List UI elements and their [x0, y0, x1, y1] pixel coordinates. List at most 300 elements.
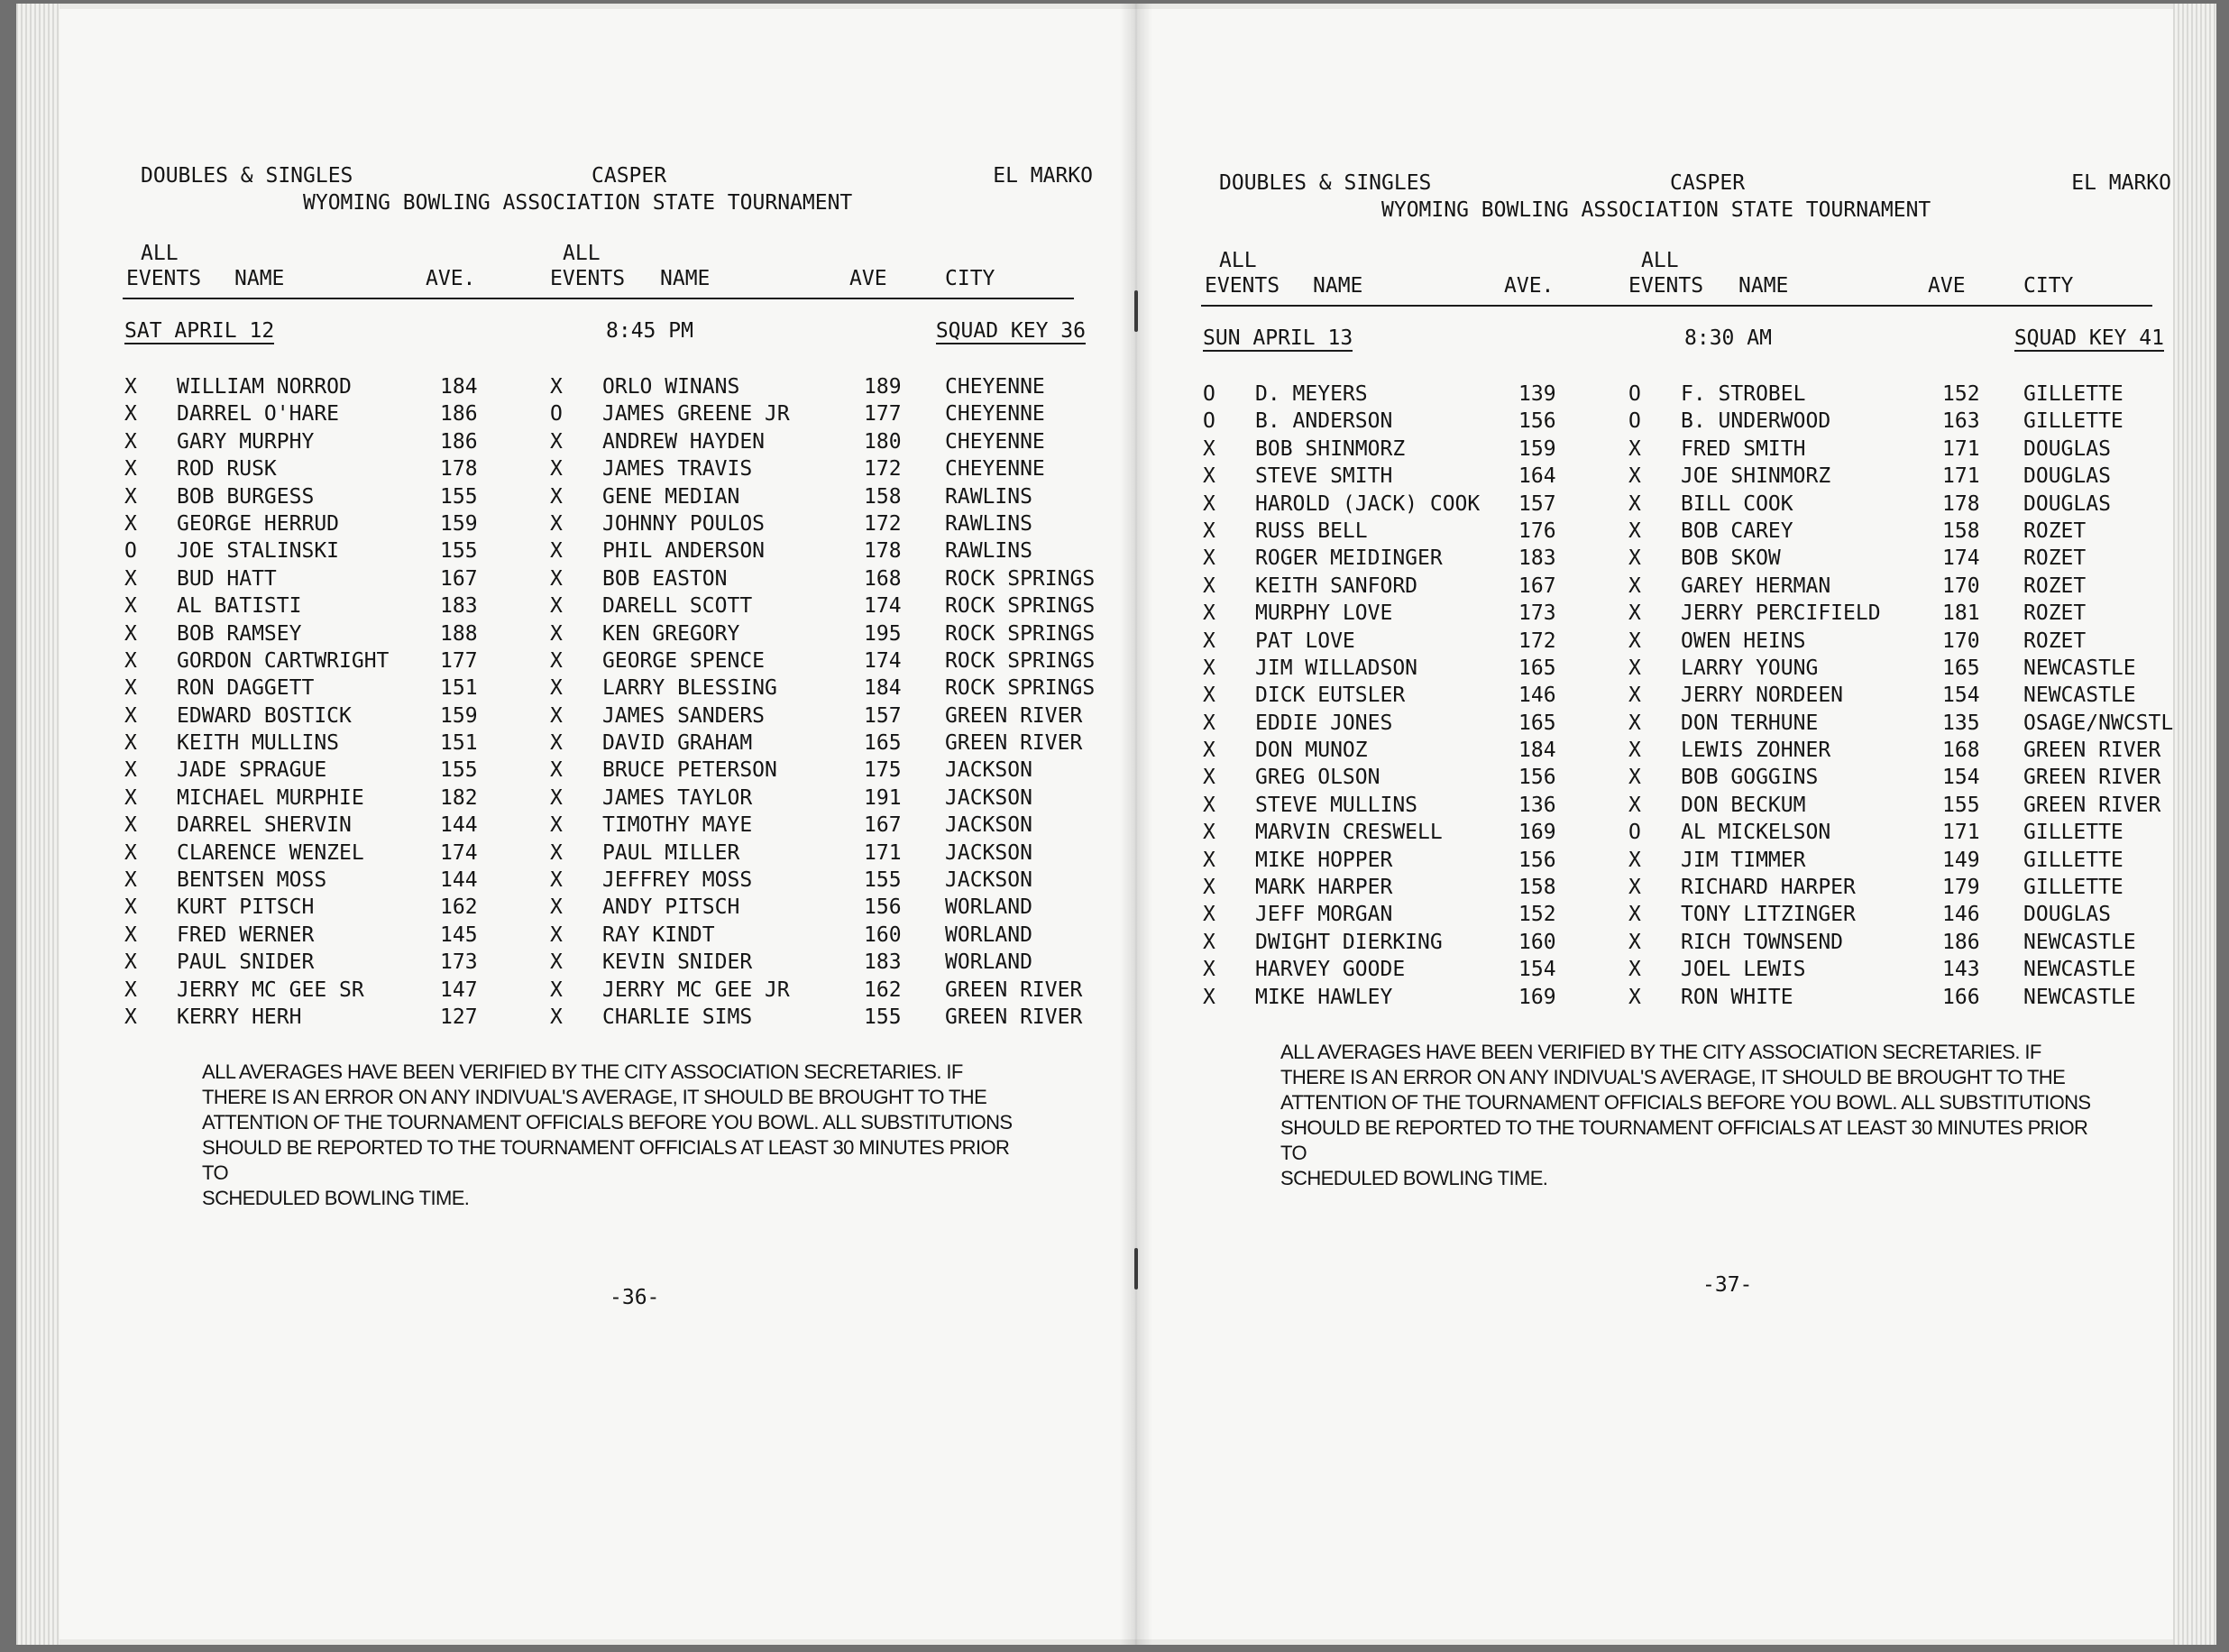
bowler-name-2: DON TERHUNE: [1681, 711, 1819, 735]
header-center: CASPER: [1670, 171, 1746, 195]
events-mark-1: X: [124, 731, 137, 756]
bowler-name-1: BOB SHINMORZ: [1255, 436, 1406, 461]
bowler-name-1: JEFF MORGAN: [1255, 903, 1393, 927]
bowler-name-1: MICHAEL MURPHIE: [177, 785, 364, 810]
average-1: 186: [440, 402, 478, 427]
header-left: DOUBLES & SINGLES: [141, 164, 353, 188]
entry-rows: [1201, 382, 2175, 1013]
average-2: 170: [1942, 629, 1980, 653]
events-mark-2: X: [550, 1005, 563, 1029]
notice-line: ATTENTION OF THE TOURNAMENT OFFICIALS BEFORE YOU BOWL. ALL SUBSTITUTIONS: [1280, 1090, 2091, 1114]
bowler-name-1: KEITH SANFORD: [1255, 574, 1418, 598]
header-right: EL MARKO: [2071, 171, 2171, 195]
average-2: 152: [1942, 382, 1980, 406]
averages-notice: [202, 1060, 1014, 1211]
city-name: GILLETTE: [2023, 382, 2124, 406]
events-mark-2: X: [550, 950, 563, 975]
notice-line: THERE IS AN ERROR ON ANY INDIVUAL'S AVERAGE, IT SHOULD BE BROUGHT TO THE: [202, 1086, 987, 1109]
city-name: GILLETTE: [2023, 409, 2124, 434]
header-center: CASPER: [592, 164, 667, 188]
table-row: [123, 676, 1096, 703]
average-1: 173: [1518, 601, 1556, 626]
city-name: JACKSON: [945, 785, 1032, 810]
header-subtitle: WYOMING BOWLING ASSOCIATION STATE TOURNAMENT: [303, 191, 853, 215]
events-mark-1: X: [124, 868, 137, 893]
events-mark-2: O: [550, 402, 563, 427]
average-1: 162: [440, 895, 478, 920]
events-mark-1: X: [124, 840, 137, 865]
bowler-name-2: JOHNNY POULOS: [602, 511, 766, 536]
bowler-name-2: JEFFREY MOSS: [602, 868, 753, 893]
squad-line: [1201, 326, 2175, 363]
bowler-name-1: JOE STALINSKI: [177, 539, 340, 564]
table-row: [1201, 849, 2175, 876]
average-2: 175: [864, 758, 902, 783]
events-mark-1: X: [1203, 574, 1215, 598]
table-row: [123, 567, 1096, 594]
events-mark-1: X: [1203, 821, 1215, 845]
average-2: 146: [1942, 903, 1980, 927]
table-row: [123, 923, 1096, 950]
average-1: 139: [1518, 382, 1556, 406]
average-1: 144: [440, 813, 478, 838]
average-2: 174: [1942, 546, 1980, 571]
events-mark-1: X: [124, 566, 137, 591]
table-row: [123, 731, 1096, 758]
events-mark-2: O: [1628, 382, 1641, 406]
events-mark-1: X: [1203, 436, 1215, 461]
staple-bottom: [1134, 1248, 1138, 1289]
col-all-events-1-top: ALL: [141, 242, 179, 265]
city-name: CHEYENNE: [945, 429, 1045, 454]
bowler-name-1: AL BATISTI: [177, 594, 302, 619]
bowler-name-2: FRED SMITH: [1681, 436, 1806, 461]
table-row: [123, 978, 1096, 1005]
events-mark-2: X: [1628, 546, 1641, 571]
table-row: [123, 758, 1096, 785]
events-mark-1: X: [1203, 930, 1215, 954]
average-1: 167: [440, 566, 478, 591]
events-mark-1: X: [124, 621, 137, 646]
bowler-name-1: JIM WILLADSON: [1255, 656, 1418, 680]
city-name: DOUGLAS: [2023, 464, 2111, 489]
average-2: 160: [864, 922, 902, 947]
events-mark-2: X: [550, 429, 563, 454]
bowler-name-2: RICH TOWNSEND: [1681, 930, 1844, 954]
col-city: CITY: [2023, 274, 2074, 298]
city-name: JACKSON: [945, 840, 1032, 865]
events-mark-1: X: [1203, 793, 1215, 817]
bowler-name-2: TONY LITZINGER: [1681, 903, 1856, 927]
events-mark-1: X: [1203, 711, 1215, 735]
bowler-name-2: BOB GOGGINS: [1681, 766, 1819, 790]
bowler-name-1: STEVE MULLINS: [1255, 793, 1418, 817]
average-1: 178: [440, 457, 478, 482]
table-row: [123, 375, 1096, 402]
average-1: 155: [440, 539, 478, 564]
bowler-name-1: HAROLD (JACK) COOK: [1255, 491, 1481, 516]
average-2: 171: [1942, 436, 1980, 461]
header-right: EL MARKO: [993, 164, 1093, 188]
header-subtitle: WYOMING BOWLING ASSOCIATION STATE TOURNAMENT: [1381, 198, 1931, 222]
bowler-name-2: ANDREW HAYDEN: [602, 429, 766, 454]
bowler-name-2: JIM TIMMER: [1681, 848, 1806, 872]
col-all-events-1-top: ALL: [1219, 249, 1257, 272]
bowler-name-2: ORLO WINANS: [602, 375, 740, 399]
bowler-name-1: RON DAGGETT: [177, 676, 315, 701]
bowler-name-2: RICHARD HARPER: [1681, 876, 1856, 900]
page-number: -37-: [1702, 1273, 1753, 1297]
events-mark-1: X: [124, 1005, 137, 1029]
bowler-name-2: LARRY YOUNG: [1681, 656, 1819, 680]
bowler-name-2: BOB CAREY: [1681, 519, 1793, 543]
notice-line: ALL AVERAGES HAVE BEEN VERIFIED BY THE CITY ASSOCIATION SECRETARIES. IF: [202, 1060, 963, 1084]
events-mark-2: X: [550, 457, 563, 482]
events-mark-1: X: [1203, 684, 1215, 708]
events-mark-1: X: [124, 758, 137, 783]
col-all-events-1: EVENTS: [1205, 274, 1280, 298]
average-1: 164: [1518, 464, 1556, 489]
bowler-name-2: BILL COOK: [1681, 491, 1793, 516]
bowler-name-1: HARVEY GOODE: [1255, 958, 1406, 982]
events-mark-2: X: [1628, 930, 1641, 954]
events-mark-2: X: [550, 868, 563, 893]
events-mark-2: X: [550, 539, 563, 564]
table-row: [123, 430, 1096, 457]
city-name: RAWLINS: [945, 511, 1032, 536]
bowler-name-2: JERRY MC GEE JR: [602, 977, 790, 1002]
events-mark-2: X: [1628, 958, 1641, 982]
column-headers: [123, 240, 1074, 299]
squad-date: SUN APRIL 13: [1203, 326, 1353, 350]
average-2: 166: [1942, 985, 1980, 1009]
city-name: DOUGLAS: [2023, 903, 2111, 927]
average-2: 186: [1942, 930, 1980, 954]
average-1: 183: [440, 594, 478, 619]
average-1: 159: [1518, 436, 1556, 461]
city-name: ROZET: [2023, 546, 2087, 571]
events-mark-2: X: [1628, 464, 1641, 489]
average-1: 184: [1518, 739, 1556, 763]
table-row: [1201, 601, 2175, 629]
bowler-name-1: ROD RUSK: [177, 457, 277, 482]
bowler-name-1: KURT PITSCH: [177, 895, 315, 920]
staple-top: [1134, 290, 1138, 332]
events-mark-1: X: [1203, 519, 1215, 543]
squad-line: [123, 319, 1096, 355]
bowler-name-2: JOEL LEWIS: [1681, 958, 1806, 982]
events-mark-2: X: [1628, 903, 1641, 927]
squad-key: SQUAD KEY 41: [2013, 326, 2164, 350]
table-row: [123, 704, 1096, 731]
average-2: 180: [864, 429, 902, 454]
table-row: [1201, 437, 2175, 464]
table-row: [1201, 986, 2175, 1013]
city-name: ROCK SPRINGS: [945, 676, 1096, 701]
events-mark-1: X: [1203, 958, 1215, 982]
bowler-name-1: RUSS BELL: [1255, 519, 1368, 543]
city-name: GREEN RIVER: [2023, 793, 2161, 817]
events-mark-2: X: [550, 375, 563, 399]
events-mark-2: X: [1628, 876, 1641, 900]
average-2: 155: [1942, 793, 1980, 817]
table-row: [1201, 958, 2175, 985]
average-1: 155: [440, 758, 478, 783]
events-mark-1: X: [124, 648, 137, 673]
average-1: 186: [440, 429, 478, 454]
events-mark-1: O: [1203, 382, 1215, 406]
average-2: 135: [1942, 711, 1980, 735]
events-mark-2: O: [1628, 821, 1641, 845]
events-mark-2: X: [550, 648, 563, 673]
average-1: 188: [440, 621, 478, 646]
table-row: [1201, 821, 2175, 848]
squad-time: 8:45 PM: [606, 319, 693, 343]
table-row: [123, 1005, 1096, 1032]
table-row: [123, 402, 1096, 429]
table-row: [1201, 546, 2175, 574]
bowler-name-1: EDWARD BOSTICK: [177, 703, 352, 728]
events-mark-1: X: [124, 785, 137, 810]
bowler-name-1: ROGER MEIDINGER: [1255, 546, 1443, 571]
events-mark-2: X: [550, 511, 563, 536]
city-name: JACKSON: [945, 813, 1032, 838]
average-2: 165: [864, 731, 902, 756]
events-mark-1: X: [1203, 739, 1215, 763]
city-name: WORLAND: [945, 950, 1032, 975]
bowler-name-1: BENTSEN MOSS: [177, 868, 327, 893]
average-1: 169: [1518, 985, 1556, 1009]
city-name: NEWCASTLE: [2023, 684, 2136, 708]
average-2: 165: [1942, 656, 1980, 680]
events-mark-1: X: [1203, 985, 1215, 1009]
notice-line: SHOULD BE REPORTED TO THE TOURNAMENT OFFICIALS AT LEAST 30 MINUTES PRIOR TO: [1280, 1115, 2088, 1164]
bowler-name-1: GREG OLSON: [1255, 766, 1381, 790]
bowler-name-1: DON MUNOZ: [1255, 739, 1368, 763]
average-1: 151: [440, 731, 478, 756]
average-2: 163: [1942, 409, 1980, 434]
average-2: 154: [1942, 766, 1980, 790]
average-1: 160: [1518, 930, 1556, 954]
average-2: 174: [864, 648, 902, 673]
events-mark-2: X: [1628, 985, 1641, 1009]
squad-time: 8:30 AM: [1684, 326, 1772, 350]
average-2: 181: [1942, 601, 1980, 626]
events-mark-1: X: [124, 895, 137, 920]
average-1: 159: [440, 703, 478, 728]
events-mark-1: X: [124, 511, 137, 536]
bowler-name-1: FRED WERNER: [177, 922, 315, 947]
city-name: ROZET: [2023, 574, 2087, 598]
events-mark-1: X: [124, 402, 137, 427]
bowler-name-2: KEVIN SNIDER: [602, 950, 753, 975]
average-1: 165: [1518, 711, 1556, 735]
events-mark-2: X: [1628, 629, 1641, 653]
city-name: ROZET: [2023, 601, 2087, 626]
events-mark-2: X: [1628, 684, 1641, 708]
average-2: 179: [1942, 876, 1980, 900]
city-name: WORLAND: [945, 895, 1032, 920]
average-2: 155: [864, 868, 902, 893]
bowler-name-1: KERRY HERH: [177, 1005, 302, 1029]
entry-rows: [123, 375, 1096, 1032]
events-mark-1: O: [1203, 409, 1215, 434]
events-mark-1: X: [124, 676, 137, 701]
bowler-name-1: D. MEYERS: [1255, 382, 1368, 406]
average-2: 158: [864, 484, 902, 509]
events-mark-1: X: [124, 950, 137, 975]
city-name: GREEN RIVER: [945, 977, 1083, 1002]
average-1: 155: [440, 484, 478, 509]
events-mark-2: X: [1628, 711, 1641, 735]
events-mark-1: X: [124, 922, 137, 947]
table-row: [1201, 629, 2175, 656]
bowler-name-2: JAMES TRAVIS: [602, 457, 753, 482]
average-1: 151: [440, 676, 478, 701]
average-2: 178: [864, 539, 902, 564]
table-row: [1201, 656, 2175, 684]
average-2: 178: [1942, 491, 1980, 516]
events-mark-2: X: [1628, 656, 1641, 680]
events-mark-2: X: [1628, 519, 1641, 543]
col-all-events-2-top: ALL: [563, 242, 601, 265]
city-name: NEWCASTLE: [2023, 958, 2136, 982]
city-name: ROZET: [2023, 629, 2087, 653]
bowler-name-1: MIKE HOPPER: [1255, 848, 1393, 872]
events-mark-2: X: [1628, 848, 1641, 872]
city-name: GREEN RIVER: [945, 731, 1083, 756]
events-mark-1: X: [124, 703, 137, 728]
bowler-name-1: WILLIAM NORROD: [177, 375, 352, 399]
city-name: GREEN RIVER: [945, 703, 1083, 728]
page-edge-left: [16, 4, 60, 1645]
city-name: RAWLINS: [945, 539, 1032, 564]
bowler-name-1: STEVE SMITH: [1255, 464, 1393, 489]
city-name: CHEYENNE: [945, 375, 1045, 399]
city-name: GREEN RIVER: [2023, 766, 2161, 790]
bowler-name-2: LARRY BLESSING: [602, 676, 777, 701]
table-row: [1201, 382, 2175, 409]
events-mark-2: X: [550, 703, 563, 728]
average-2: 156: [864, 895, 902, 920]
bowler-name-2: PHIL ANDERSON: [602, 539, 766, 564]
notice-line: SCHEDULED BOWLING TIME.: [1280, 1166, 1548, 1189]
bowler-name-1: BUD HATT: [177, 566, 277, 591]
city-name: CHEYENNE: [945, 457, 1045, 482]
bowler-name-2: JERRY PERCIFIELD: [1681, 601, 1881, 626]
table-row: [123, 950, 1096, 977]
bowler-name-1: JERRY MC GEE SR: [177, 977, 364, 1002]
city-name: GILLETTE: [2023, 848, 2124, 872]
city-name: NEWCASTLE: [2023, 930, 2136, 954]
average-2: 149: [1942, 848, 1980, 872]
table-row: [123, 813, 1096, 840]
bowler-name-2: JAMES TAYLOR: [602, 785, 753, 810]
average-1: 158: [1518, 876, 1556, 900]
average-1: 184: [440, 375, 478, 399]
city-name: NEWCASTLE: [2023, 656, 2136, 680]
city-name: ROZET: [2023, 519, 2087, 543]
col-name-2: NAME: [660, 267, 711, 290]
events-mark-1: X: [1203, 656, 1215, 680]
table-row: [1201, 519, 2175, 546]
bowler-name-1: DARREL O'HARE: [177, 402, 340, 427]
events-mark-2: X: [550, 895, 563, 920]
bowler-name-1: MARK HARPER: [1255, 876, 1393, 900]
average-1: 154: [1518, 958, 1556, 982]
table-row: [123, 868, 1096, 895]
average-1: 174: [440, 840, 478, 865]
bowler-name-1: EDDIE JONES: [1255, 711, 1393, 735]
events-mark-2: X: [1628, 739, 1641, 763]
city-name: NEWCASTLE: [2023, 985, 2136, 1009]
events-mark-1: X: [124, 977, 137, 1002]
squad-date: SAT APRIL 12: [124, 319, 275, 343]
column-headers: [1201, 247, 2152, 307]
averages-notice: [1280, 1040, 2092, 1191]
bowler-name-1: MIKE HAWLEY: [1255, 985, 1393, 1009]
col-ave-2: AVE: [1928, 274, 1966, 298]
page-edge-right: [2173, 4, 2216, 1645]
city-name: DOUGLAS: [2023, 491, 2111, 516]
events-mark-1: X: [1203, 766, 1215, 790]
col-ave-2: AVE: [849, 267, 887, 290]
col-all-events-2-top: ALL: [1641, 249, 1679, 272]
average-2: 174: [864, 594, 902, 619]
city-name: ROCK SPRINGS: [945, 621, 1096, 646]
events-mark-1: X: [1203, 464, 1215, 489]
average-1: 127: [440, 1005, 478, 1029]
table-row: [123, 485, 1096, 512]
average-1: 165: [1518, 656, 1556, 680]
average-1: 169: [1518, 821, 1556, 845]
booklet-spread: [16, 4, 2216, 1645]
bowler-name-2: ANDY PITSCH: [602, 895, 740, 920]
average-2: 158: [1942, 519, 1980, 543]
col-ave-1: AVE.: [426, 267, 476, 290]
page-37: [1201, 164, 2175, 1517]
bowler-name-2: DON BECKUM: [1681, 793, 1806, 817]
table-row: [1201, 409, 2175, 436]
bowler-name-2: RAY KINDT: [602, 922, 715, 947]
bowler-name-1: GARY MURPHY: [177, 429, 315, 454]
bowler-name-2: BOB EASTON: [602, 566, 728, 591]
events-mark-2: X: [550, 840, 563, 865]
events-mark-2: X: [550, 977, 563, 1002]
city-name: DOUGLAS: [2023, 436, 2111, 461]
average-1: 172: [1518, 629, 1556, 653]
average-2: 170: [1942, 574, 1980, 598]
city-name: JACKSON: [945, 868, 1032, 893]
bowler-name-2: JERRY NORDEEN: [1681, 684, 1844, 708]
bowler-name-1: MARVIN CRESWELL: [1255, 821, 1443, 845]
bowler-name-2: AL MICKELSON: [1681, 821, 1831, 845]
bowler-name-1: MURPHY LOVE: [1255, 601, 1393, 626]
city-name: OSAGE/NWCSTL: [2023, 711, 2174, 735]
bowler-name-1: KEITH MULLINS: [177, 731, 340, 756]
col-all-events-2: EVENTS: [1628, 274, 1704, 298]
average-1: 159: [440, 511, 478, 536]
events-mark-1: X: [1203, 876, 1215, 900]
bowler-name-2: BRUCE PETERSON: [602, 758, 777, 783]
col-name-1: NAME: [234, 267, 285, 290]
city-name: GILLETTE: [2023, 821, 2124, 845]
notice-line: ATTENTION OF THE TOURNAMENT OFFICIALS BEFORE YOU BOWL. ALL SUBSTITUTIONS: [202, 1111, 1013, 1134]
page-header: [1201, 164, 2175, 229]
col-name-1: NAME: [1313, 274, 1363, 298]
bowler-name-1: B. ANDERSON: [1255, 409, 1393, 434]
table-row: [123, 622, 1096, 649]
